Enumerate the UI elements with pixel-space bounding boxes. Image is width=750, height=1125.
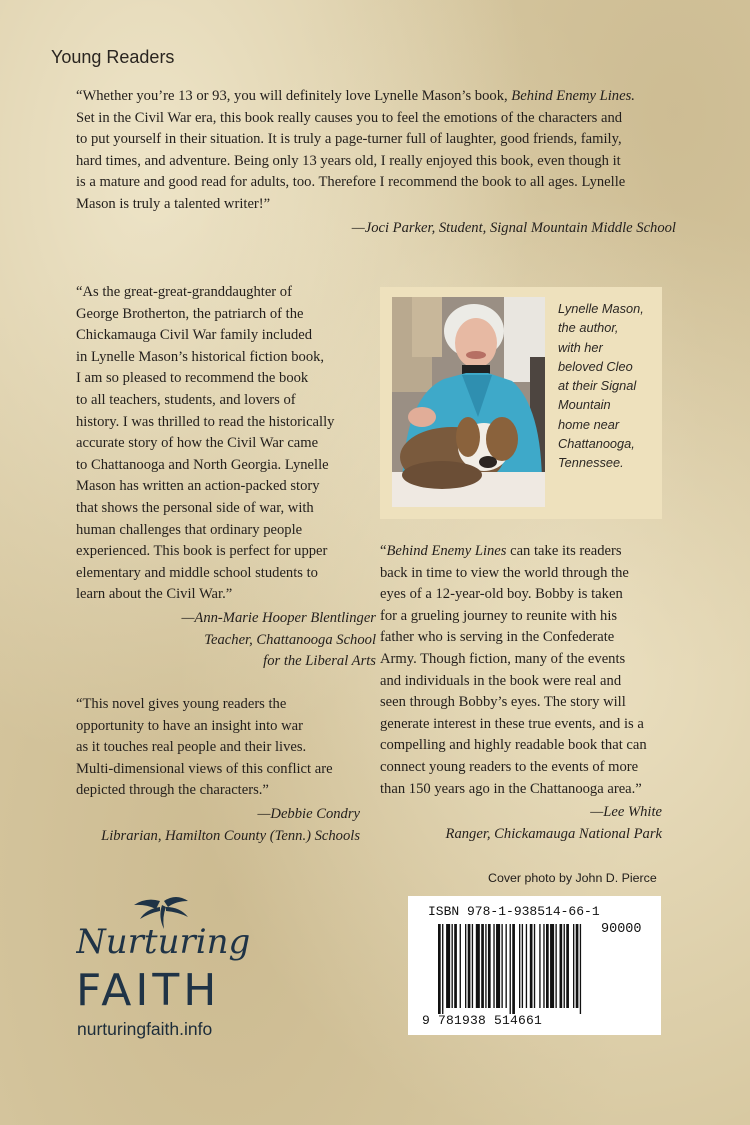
quote-joci-parker	[76, 86, 676, 239]
caption-line: Lynelle Mason,	[558, 301, 644, 316]
quote-line	[76, 780, 376, 802]
quote-line	[76, 716, 376, 738]
quote-line	[76, 325, 376, 347]
text-run: to Chattanooga and North Georgia. Lynelle	[76, 456, 329, 473]
barcode-digits: 9 781938 514661	[422, 1013, 543, 1028]
text-run: as it touches real people and their lives.	[76, 739, 307, 756]
barcode-bar	[468, 924, 471, 1008]
photo-caption	[558, 299, 662, 473]
text-run: connect young readers to the events of more	[380, 758, 639, 775]
text-run: that shows the personal side of war, with	[76, 499, 314, 516]
text-run: eyes of a 12-year-old boy. Bobby is taken	[380, 586, 623, 603]
quote-line	[380, 692, 680, 714]
quote-line	[76, 304, 376, 326]
isbn-label: ISBN 978-1-938514-66-1	[428, 904, 600, 919]
text-run: “This novel gives young readers the	[76, 696, 287, 712]
text-run: back in time to view the world through the	[380, 564, 629, 581]
barcode-bar	[438, 924, 441, 1014]
cover-photo-credit: Cover photo by John D. Pierce	[488, 871, 657, 885]
caption-line: Mountain	[558, 397, 611, 413]
caption-line: with her	[558, 339, 603, 355]
text-run: “Whether you’re 13 or 93, you will definitely love Lynelle Mason’s book,	[76, 88, 512, 104]
nurturing-faith-logo	[76, 895, 276, 1015]
text-run: than 150 years ago in the Chattanooga area.”	[380, 780, 642, 797]
isbn-barcode	[408, 896, 661, 1035]
barcode-bar	[580, 924, 581, 1014]
barcode-bar	[452, 924, 453, 1008]
barcode-bar	[550, 924, 554, 1008]
quote-line	[380, 714, 680, 736]
text-run: for a grueling journey to reunite with his	[380, 607, 618, 624]
caption-line: Tennessee.	[558, 455, 624, 471]
price-code: 90000	[601, 922, 642, 937]
quote-line	[380, 649, 680, 671]
quote-line	[380, 735, 680, 757]
quote-line	[76, 151, 676, 173]
quote-lee-white	[380, 541, 680, 845]
attribution-line: Teacher, Chattanooga School	[204, 631, 376, 648]
attribution-line: for the Liberal Arts	[263, 653, 376, 670]
quote-line	[76, 194, 676, 216]
barcode-bar	[476, 924, 480, 1008]
quote-line	[76, 347, 376, 369]
text-run: “As the great-great-granddaughter of	[76, 284, 292, 300]
caption-line: home near	[558, 416, 620, 432]
barcode-bar	[506, 924, 507, 1008]
quote-body	[380, 541, 680, 800]
quote-line	[76, 737, 376, 759]
palm-tree-icon	[76, 895, 276, 1015]
text-run: hard times, and adventure. Being only 13 years old, I really enjoyed this book, even though it	[76, 152, 621, 169]
quote-line	[380, 627, 680, 649]
text-run: to put yourself in their situation. It is truly a page-turner full of laughter, good friends, family,	[76, 131, 622, 148]
text-run: in Lynelle Mason’s historical fiction book,	[76, 348, 325, 365]
quote-ann-marie-blentlinger	[76, 282, 376, 673]
quote-attribution	[380, 802, 662, 845]
barcode-bar	[564, 924, 565, 1008]
logo-word-nurturing: Nurturing	[76, 922, 251, 962]
quote-body	[76, 86, 676, 216]
barcode-bar	[534, 924, 535, 1008]
quote-attribution	[76, 804, 360, 847]
barcode-bar	[519, 924, 520, 1008]
text-run: human challenges that ordinary people	[76, 521, 303, 538]
quote-line	[380, 757, 680, 779]
barcode-bar	[501, 924, 502, 1008]
quote-attribution: —Joci Parker, Student, Signal Mountain Middle School	[351, 219, 676, 236]
quote-line	[380, 779, 680, 801]
author-photo	[392, 297, 545, 507]
quote-line	[380, 606, 680, 628]
barcode-bar	[573, 924, 574, 1008]
quote-attribution	[76, 608, 376, 673]
caption-line: beloved Cleo	[558, 358, 633, 374]
barcode-bar	[566, 924, 569, 1008]
quote-body	[76, 694, 376, 802]
attribution-line: —Ann-Marie Hooper Blentlinger	[181, 609, 376, 626]
author-with-dog-image	[392, 297, 545, 507]
attribution-line: Librarian, Hamilton County (Tenn.) Schools	[101, 827, 360, 844]
barcode-bar	[481, 924, 484, 1008]
quote-line	[380, 671, 680, 693]
attribution-line: —Debbie Condry	[257, 805, 360, 822]
barcode-bar	[442, 924, 443, 1014]
quote-line	[76, 541, 376, 563]
attribution-line: Ranger, Chickamauga National Park	[445, 825, 662, 842]
section-title: Young Readers	[51, 47, 175, 67]
quote-debbie-condry	[76, 694, 376, 847]
text-run: history. I was thrilled to read the historically	[76, 413, 335, 430]
text-run: accurate story of how the Civil War came	[76, 435, 319, 452]
quote-line	[76, 498, 376, 520]
barcode-bar	[496, 924, 500, 1008]
quote-line	[76, 282, 376, 304]
quote-line	[76, 86, 676, 108]
barcode-bar	[543, 924, 544, 1008]
text-run: “	[380, 543, 387, 559]
barcode-bar	[546, 924, 549, 1008]
text-run: father who is serving in the Confederate	[380, 629, 615, 646]
text-run: to all teachers, students, and lovers of	[76, 391, 296, 408]
text-run: I am so pleased to recommend the book	[76, 370, 309, 387]
book-title: Behind Enemy Lines.	[511, 88, 635, 104]
text-run: can take its readers	[506, 543, 622, 559]
book-title: Behind Enemy Lines	[386, 543, 507, 559]
text-run: and individuals in the book were real and	[380, 672, 622, 689]
quote-line	[76, 476, 376, 498]
text-run: Chickamauga Civil War family included	[76, 327, 313, 344]
text-run: Set in the Civil War era, this book really causes you to feel the emotions of the characters and	[76, 109, 623, 126]
text-run: learn about the Civil War.”	[76, 586, 233, 603]
caption-line: the author,	[558, 320, 619, 336]
text-run: seen through Bobby’s eyes. The story will	[380, 694, 626, 711]
text-run: opportunity to have an insight into war	[76, 717, 303, 734]
barcode-bar	[446, 924, 450, 1008]
text-run: Army. Though fiction, many of the events	[380, 650, 626, 667]
quote-line	[76, 129, 676, 151]
quote-line	[76, 368, 376, 390]
barcode-bar	[555, 924, 556, 1008]
quote-line	[76, 433, 376, 455]
barcode-bar	[493, 924, 494, 1008]
quote-line	[380, 541, 680, 563]
text-run: experienced. This book is perfect for upper	[76, 543, 328, 560]
quote-line	[76, 563, 376, 585]
attribution-line: —Lee White	[590, 804, 662, 821]
barcode-bars	[438, 924, 648, 1014]
barcode-bar	[488, 924, 491, 1008]
barcode-bar	[485, 924, 486, 1008]
barcode-bar	[539, 924, 540, 1008]
text-run: compelling and highly readable book that can	[380, 737, 647, 754]
text-run: Multi-dimensional views of this conflict are	[76, 760, 333, 777]
barcode-bar	[460, 924, 461, 1008]
website-url[interactable]: nurturingfaith.info	[77, 1019, 213, 1039]
text-run: Mason has written an action-packed story	[76, 478, 320, 495]
barcode-bar	[560, 924, 563, 1008]
quote-line	[380, 584, 680, 606]
barcode-bar	[454, 924, 457, 1008]
logo-word-faith: FAITH	[76, 965, 221, 1015]
caption-line: at their Signal	[558, 378, 637, 394]
text-run: generate interest in these true events, and is a	[380, 715, 644, 732]
text-run: elementary and middle school students to	[76, 564, 318, 581]
barcode-bar	[472, 924, 473, 1008]
barcode-bar	[530, 924, 533, 1008]
quote-line	[76, 759, 376, 781]
text-run: is a mature and good read for adults, too. Therefore I recommend the book to all ages. Lynelle	[76, 174, 626, 191]
quote-line	[76, 412, 376, 434]
quote-line	[76, 390, 376, 412]
text-run: George Brotherton, the patriarch of the	[76, 305, 304, 322]
quote-line	[76, 172, 676, 194]
text-run: Mason is truly a talented writer!”	[76, 195, 271, 212]
barcode-bar	[465, 924, 466, 1008]
barcode-bar	[526, 924, 527, 1008]
quote-body	[76, 282, 376, 606]
quote-line	[76, 694, 376, 716]
barcode-bar	[512, 924, 515, 1014]
quote-line	[76, 520, 376, 542]
barcode-bar	[522, 924, 523, 1008]
quote-line	[76, 455, 376, 477]
caption-line: Chattanooga,	[558, 436, 635, 452]
quote-line	[380, 563, 680, 585]
barcode-bar	[510, 924, 511, 1014]
quote-line	[76, 584, 376, 606]
quote-line	[76, 108, 676, 130]
text-run: depicted through the characters.”	[76, 782, 269, 799]
barcode-bar	[576, 924, 579, 1008]
